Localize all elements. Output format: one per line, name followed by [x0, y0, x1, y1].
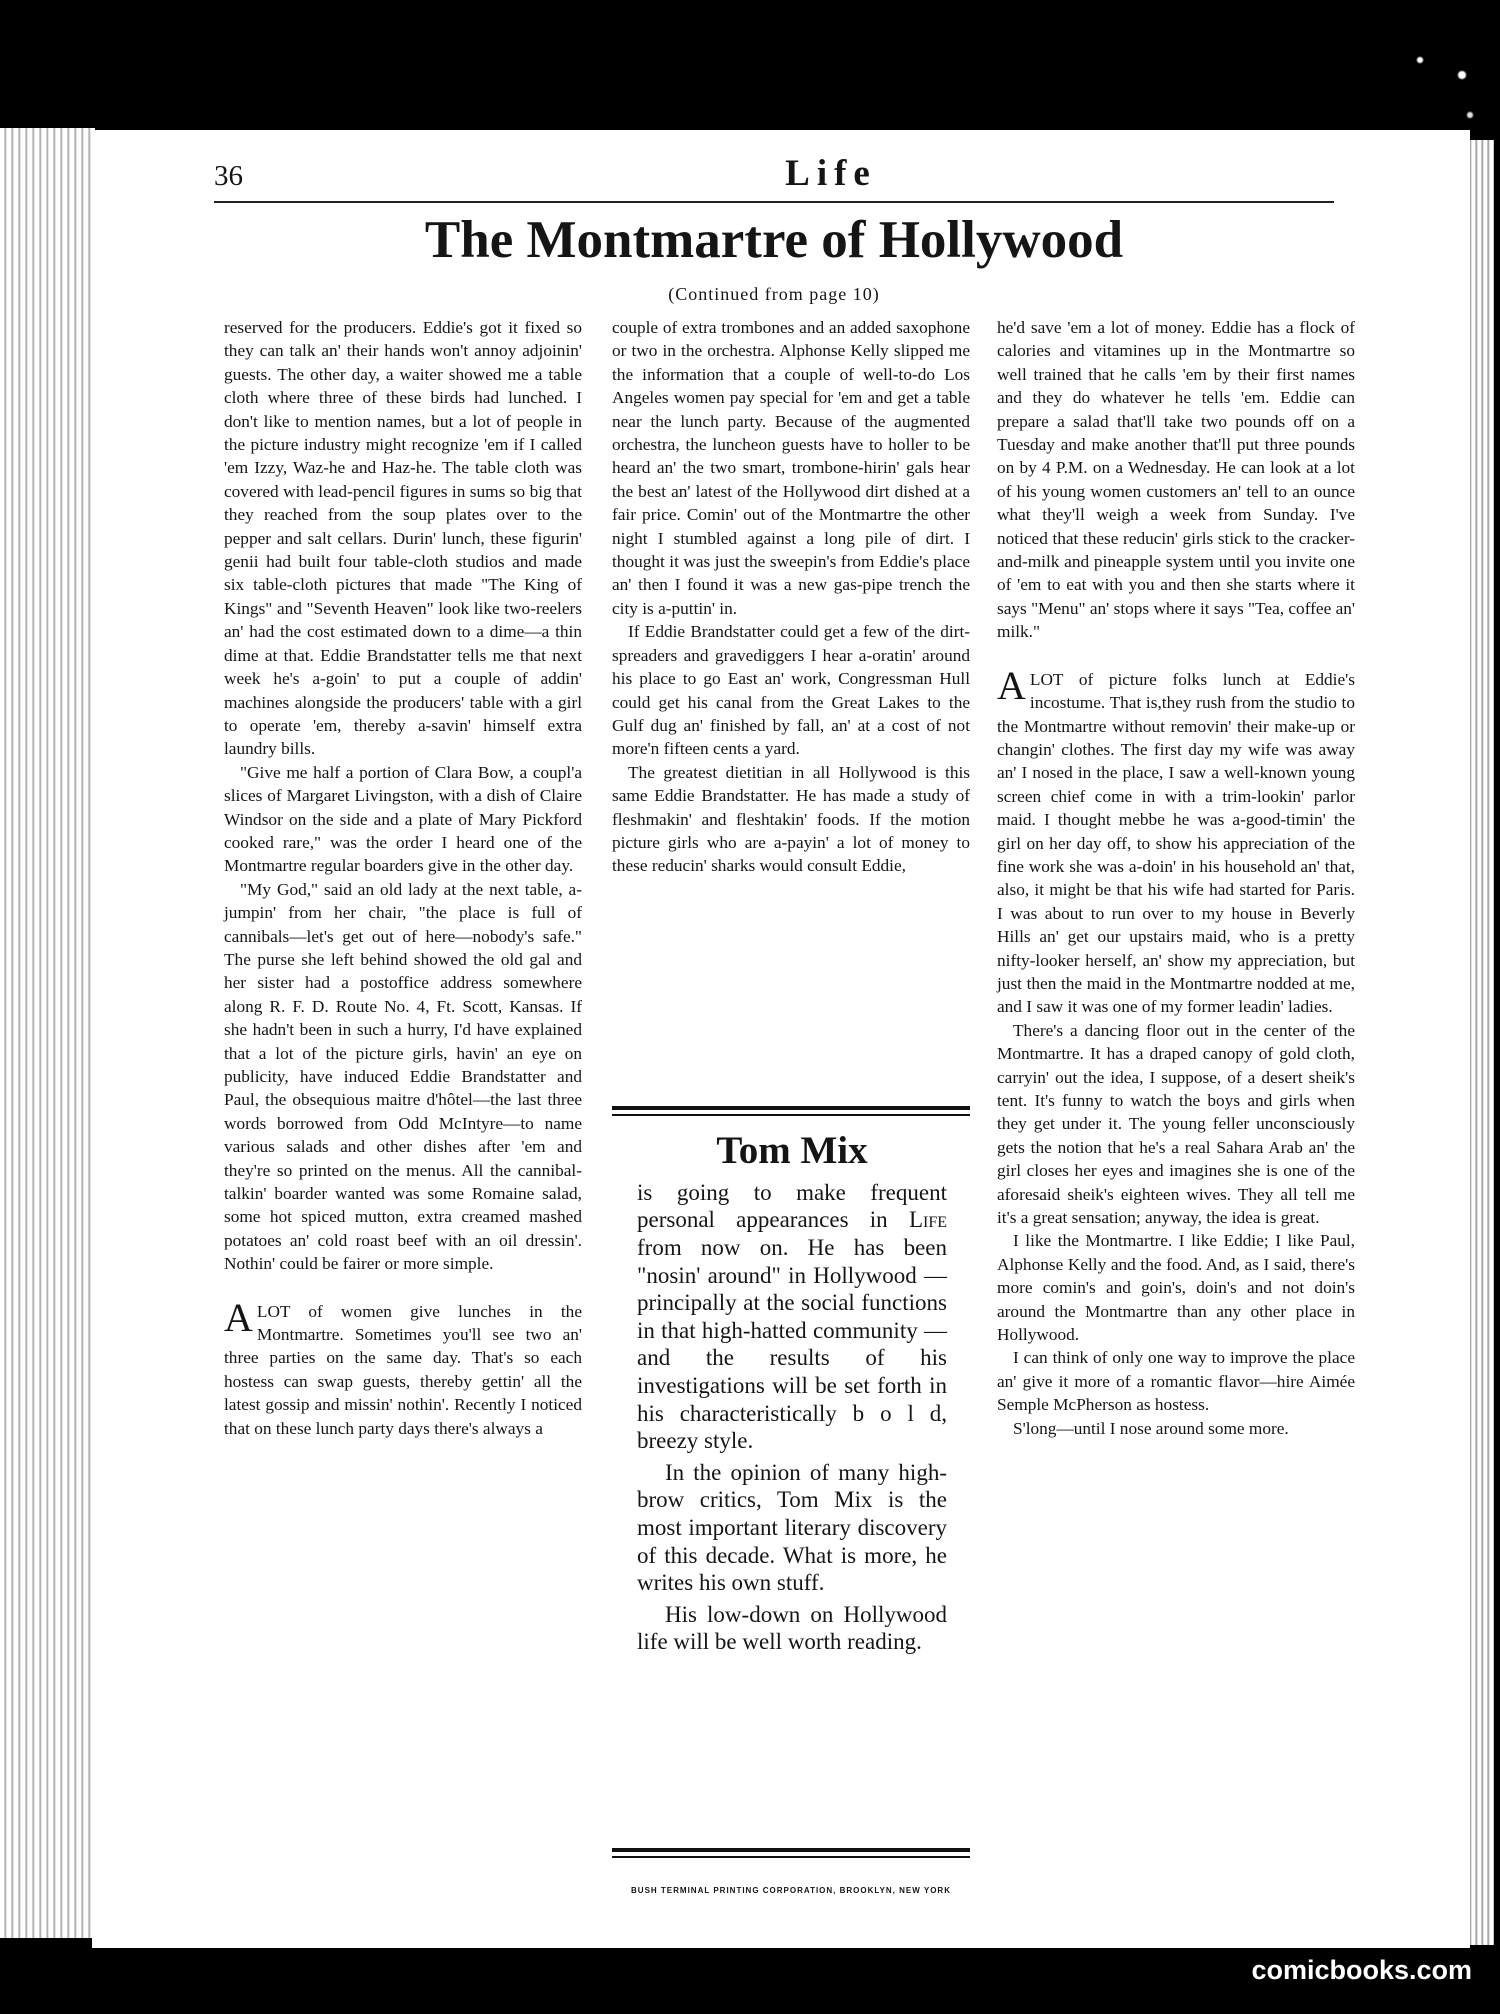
paragraph: couple of extra trombones and an added saxophone or two in the orchestra. Alphonse Kelly slipped me the information that a couple of well-to-do Los Angeles women pay special for 'em and get a table near the lunch party. Because of the augmented orchestra, the luncheon guests have to holler to be heard an' the two smart, trombone-hirin' gals hear the best an' latest of the Hollywood dirt dished at a fair price. Comin' out of the Montmartre the other night I stumbled against a long pile of dirt. I thought it was just the sweepin's from Eddie's place an' then I found it was a new gas-pipe trench the city is a-puttin' in.: [612, 318, 970, 618]
paragraph-drop-cap: [224, 1294, 582, 1440]
box-paragraph: In the opinion of many high-brow critics, Tom Mix is the most important literary discovery of this decade. What is more, he writes his own stuff.: [637, 1459, 947, 1596]
header-rule: [214, 201, 1334, 203]
paragraph: The greatest dietitian in all Hollywood is this same Eddie Brandstatter. He has made a study of fleshmakin' and fleshtakin' foods. If the motion picture girls who are a-payin' a lot of money to these reducin' sharks would consult Eddie,: [612, 762, 970, 876]
article-title: The Montmartre of Hollywood: [424, 211, 1124, 269]
column-2: [612, 316, 970, 878]
paragraph-drop-cap: [997, 662, 1355, 1019]
box-top-rule: [612, 1106, 970, 1116]
life-name: Life: [908, 1207, 948, 1233]
page-number: 36: [214, 160, 243, 192]
scan-dust-specks: [1400, 30, 1490, 120]
column-3: [997, 316, 1355, 1440]
paragraph: "Give me half a portion of Clara Bow, a coupl'a slices of Margaret Livingston, with a dish of Claire Windsor on the side and a plate of Mary Pickford cooked rare," was the order I heard one of the Montmartre regular boarders give in the other day.: [224, 762, 582, 876]
printer-credit: BUSH TERMINAL PRINTING CORPORATION, BROOKLYN, NEW YORK: [631, 1886, 951, 1895]
paragraph: S'long—until I nose around some more.: [1013, 1418, 1289, 1438]
drop-cap-letter: A: [224, 1294, 253, 1340]
box-title: Tom Mix: [716, 1129, 868, 1172]
watermark: comicbooks.com: [1251, 1955, 1472, 1985]
book-right-edge: [1466, 140, 1494, 1945]
paragraph: I like the Montmartre. I like Eddie; I like Paul, Alphonse Kelly and the food. And, as I said, there's more comin's and goin's, doin's and not doin's around the Montmartre than any other place in Hollywood.: [997, 1231, 1355, 1345]
paragraph: he'd save 'em a lot of money. Eddie has a flock of calories and vitamines up in the Montmartre so well trained that he calls 'em by their first names and they do whatever he tells 'em. Eddie can prepare a salad that'll take two pounds off on a Tuesday and make another that'll put three pounds on by 4 P.M. on a Wednesday. He can look at a lot of his young women customers an' tell to an ounce what they'll weigh a week from Sunday. I've noticed that these reducin' girls stick to the cracker-and-milk and pineapple system until you invite one of 'em to eat with you and then she starts where it says "Menu" an' stops where it says "Tea, coffee an' milk.": [997, 318, 1355, 642]
magazine-title: Life: [785, 153, 877, 194]
tom-mix-box: [637, 1130, 947, 1656]
paragraph: reserved for the producers. Eddie's got it fixed so they can talk an' their hands won't annoy adjoinin' guests. The other day, a waiter showed me a table cloth where three of these birds had lunched. I don't like to mention names, but a lot of people in the picture industry might recognize 'em if I called 'em Izzy, Waz-he and Haz-he. The table cloth was covered with lead-pencil figures in sums so big that they reached from the soup plates over to the pepper and salt cellars. Durin' lunch, these figurin' genii had built four table-cloth studios and made six table-cloth pictures that made "The King of Kings" and "Seventh Heaven" look like two-reelers an' had the cost estimated down to a dime—a thin dime at that. Eddie Brandstatter tells me that next week he's a-goin' to put a couple of addin' machines alongside the producers' table with a girl to operate 'em, thereby a-savin' himself extra laundry bills.: [224, 318, 582, 759]
book-page-edges: [0, 128, 95, 1938]
drop-cap-letter: A: [997, 662, 1026, 708]
continued-note: (Continued from page 10): [668, 284, 880, 304]
paragraph: If Eddie Brandstatter could get a few of the dirt-spreaders and gravediggers I hear a-oratin' around his place to go East an' work, Congressman Hull could get his canal from the Great Lakes to the Gulf dug an' finished by fall, an' at a cost of not more'n fifteen cents a yard.: [612, 622, 970, 759]
column-1: [224, 316, 582, 1440]
box-bottom-rule: [612, 1848, 970, 1858]
paragraph: "My God," said an old lady at the next table, a-jumpin' from her chair, "the place is full of cannibals—let's get out of here—nobody's safe." The purse she left behind showed the old gal and her sister had a postoffice address somewhere along R. F. D. Route No. 4, Ft. Scott, Kansas. If she hadn't been in such a hurry, I'd have explained that a lot of the picture girls, havin' an eye on publicity, have induced Eddie Brandstatter and Paul, the obsequious maitre d'hôtel—the last three words borrowed from Odd McIntyre—to name various salads and other dishes after 'em and they're so printed on the menus. All the cannibal-talkin' boarder wanted was some Romaine salad, some hot spiced mutton, extra creamed mashed potatoes an' cold roast beef with an oil dressin'. Nothin' could be fairer or more simple.: [224, 879, 582, 1274]
box-paragraph: His low-down on Hollywood life will be well worth reading.: [637, 1601, 947, 1655]
box-paragraph: is going to make frequent personal appearances in Life from now on. He has been "nosin' around" in Hollywood — principally at the social functions in that high-hatted community — and the results of his investigations will be set forth in his characteristically b o l d, breezy style.: [637, 1179, 948, 1454]
paragraph: I can think of only one way to improve the place an' give it more of a romantic flavor—hire Aimée Semple McPherson as hostess.: [997, 1348, 1355, 1415]
paragraph-text: LOT of picture folks lunch at Eddie's incostume. That is,they rush from the studio to the Montmartre without removin' their make-up or changin' clothes. The first day my wife was away an' I nosed in the place, I saw a well-known young screen chief come in with a trim-lookin' parlor maid. I thought mebbe he was a-good-timin' the girl on her day off, to show his appreciation of the fine work she was a-doin' in his household an' that, also, it might be that his wife had started for Paris. I was about to run over to my house in Beverly Hills an' get our upstairs maid, who is a pretty nifty-looker herself, an' show my appreciation, but just then the maid in the Montmartre nodded at me, and I saw it was one of my former leadin' ladies.: [997, 669, 1355, 1017]
magazine-page: [92, 130, 1470, 1948]
paragraph: There's a dancing floor out in the center of the Montmartre. It has a draped canopy of gold cloth, carryin' out the idea, I suppose, of a desert sheik's tent. It's funny to watch the boys and girls when they get under it. The young feller unconsciously gets the notion that he's a real Sahara Arab an' the girl closes her eyes and imagines she is one of the aforesaid sheik's eighteen wives. They all tell me it's a great sensation; anyway, the idea is great.: [997, 1020, 1355, 1228]
paragraph-text: LOT of women give lunches in the Montmartre. Sometimes you'll see two an' three parties on the same day. That's so each hostess can swap guests, thereby gettin' all the latest gossip and missin' nothin'. Recently I noticed that on these lunch party days there's always a: [224, 1301, 582, 1438]
